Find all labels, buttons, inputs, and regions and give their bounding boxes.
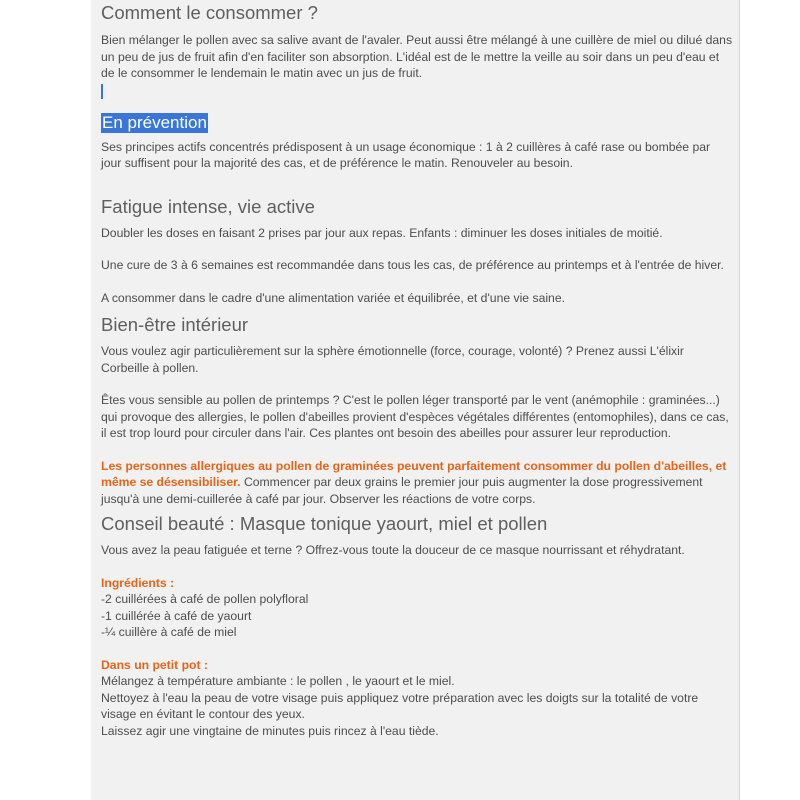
instruction-step: Nettoyez à l'eau la peau de votre visage puis appliquez votre préparation avec les doigts sur la totalité de votre visage en évitant le contour des yeux. (101, 690, 699, 721)
paragraph-fatigue-3: A consommer dans le cadre d'une alimentation variée et équilibrée, et d'une vie saine. (101, 290, 565, 305)
heading-conseil-beaute: Conseil beauté : Masque tonique yaourt, miel et pollen (101, 513, 548, 534)
article-content (101, 0, 733, 739)
heading-prevention[interactable] (101, 111, 733, 133)
allergy-advice: Commencer par deux grains le premier jour puis augmenter la dose progressivement jusqu'à une demi-cuillerée à café par jour. Observer les réactions de votre corps. (101, 475, 703, 506)
selected-heading-text[interactable]: En prévention (102, 112, 207, 132)
ingredient-item: -2 cuillérées à café de pollen polyfloral (101, 592, 309, 606)
paragraph-masque-intro: Vous avez la peau fatiguée et terne ? Offrez-vous toute la douceur de ce masque nourrissant et réhydratant. (101, 543, 685, 557)
ingredient-item: -¼ cuillère à café de miel (101, 625, 237, 639)
paragraph-consommer: Bien mélanger le pollen avec sa salive avant de l'avaler. Peut aussi être mélangé à une cuillère de miel ou dilué dans un peu de jus de fruit afin d'en faciliter son absorption. L'idéal est de le mettre la veille au soir dans un peu d'eau et de le consommer le lendemain le matin avec un jus de fruit. (101, 33, 733, 80)
text-cursor (101, 84, 103, 99)
allergy-warning: Les personnes allergiques au pollen de graminées peuvent parfaitement consommer du pollen d'abeilles, et même se désensibiliser. (101, 458, 727, 489)
heading-comment-consommer: Comment le consommer ? (101, 2, 318, 23)
paragraph-fatigue-1: Doubler les doses en faisant 2 prises par jour aux repas. Enfants : diminuer les doses initiales de moitié. (101, 225, 663, 240)
paragraph-bien-etre-1: Vous voulez agir particulièrement sur la sphère émotionnelle (force, courage, volonté) ? Prenez aussi L'élixir Corbeille à pollen. (101, 344, 684, 375)
instruction-step: Laissez agir une vingtaine de minutes puis rincez à l'eau tiède. (101, 723, 439, 738)
paragraph-allergies (101, 458, 733, 508)
paragraph-bien-etre-2: Êtes vous sensible au pollen de printemps ? C'est le pollen léger transporté par le vent (anémophile : graminées...) qui provoque des allergies, le pollen d'abeilles provient d'espèces végétales différentes (entomophiles), dans ce cas, il est trop lourd pour circuler dans l'air. Ces plantes ont besoin des abeilles pour assurer leur reproduction. (101, 393, 729, 440)
ingredient-item: -1 cuillérée à café de yaourt (101, 608, 252, 623)
ingredients-label: Ingrédients : (101, 575, 175, 590)
paragraph-prevention: Ses principes actifs concentrés prédisposent à un usage économique : 1 à 2 cuillères à café rase ou bombée par jour suffisent pour la majorité des cas, et de préférence le matin. Renouveler au besoin. (101, 139, 711, 170)
heading-bien-etre: Bien-être intérieur (101, 314, 249, 335)
heading-fatigue: Fatigue intense, vie active (101, 195, 315, 217)
instruction-step: Mélangez à température ambiante : le pollen , le yaourt et le miel. (101, 674, 455, 688)
pot-label: Dans un petit pot : (101, 657, 208, 672)
paragraph-fatigue-2: Une cure de 3 à 6 semaines est recommandée dans tous les cas, de préférence au printemps et à l'entrée de hiver. (101, 258, 724, 272)
